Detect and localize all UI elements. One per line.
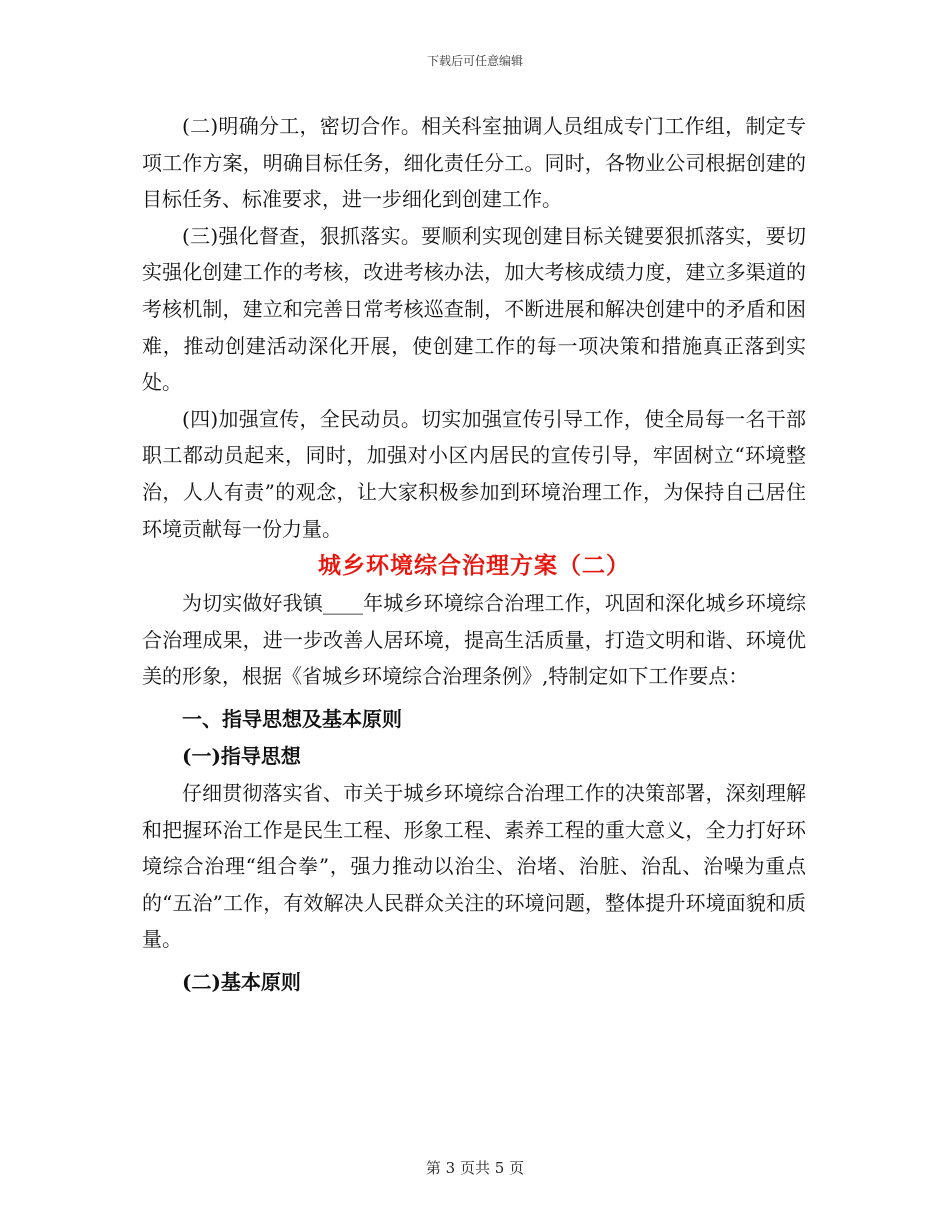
page-footer: 第 3 页共 5 页 (425, 1159, 525, 1177)
heading-guiding-principles: 一、指导思想及基本原则 (182, 706, 402, 731)
heading-basic-principles: (二)基本原则 (182, 969, 301, 994)
page-header: 下载后可任意编辑 (426, 54, 523, 68)
heading-guiding-thought: (一)指导思想 (182, 743, 301, 768)
paragraph-guiding-thought: 仔细贯彻落实省、市关于城乡环境综合治理工作的决策部署，深刻理解和把握环治工作是民生工程、形象工程、素养工程的重大意义，全力打好环境综合治理“组合拳”，强力推动以治尘、治堵、治脏、治乱、治噪为重点的“五治”工作，有效解决人民群众关注的环境问题，整体提升环境面貌和质量。 (142, 780, 806, 952)
document-body (142, 108, 806, 1001)
paragraph-publicity: (四)加强宣传，全民动员。切实加强宣传引导工作，使全局每一名干部职工都动员起来，同时，加强对小区内居民的宣传引导，牢固树立“环境整治，人人有责”的观念，让大家积极参加到环境治理工作，为保持自己居住环境贡献每一份力量。 (142, 406, 806, 541)
paragraph-division-of-labor: (二)明确分工，密切合作。相关科室抽调人员组成专门工作组，制定专项工作方案，明确目标任务，细化责任分工。同时，各物业公司根据创建的目标任务、标准要求，进一步细化到创建工作。 (142, 114, 806, 212)
paragraph-intro: 为切实做好我镇____年城乡环境综合治理工作，巩固和深化城乡环境综合治理成果，进一步改善人居环境，提高生活质量，打造文明和谐、环境优美的形象，根据《省城乡环境综合治理条例》,特制定如下工作要点： (142, 591, 806, 689)
section-title: 城乡环境综合治理方案（二） (318, 552, 630, 580)
paragraph-supervision: (三)强化督查，狠抓落实。要顺利实现创建目标关键要狠抓落实，要切实强化创建工作的考核，改进考核办法，加大考核成绩力度，建立多渠道的考核机制，建立和完善日常考核巡查制，不断进展和解决创建中的矛盾和困难，推动创建活动深化开展，使创建工作的每一项决策和措施真正落到实处。 (142, 223, 806, 395)
